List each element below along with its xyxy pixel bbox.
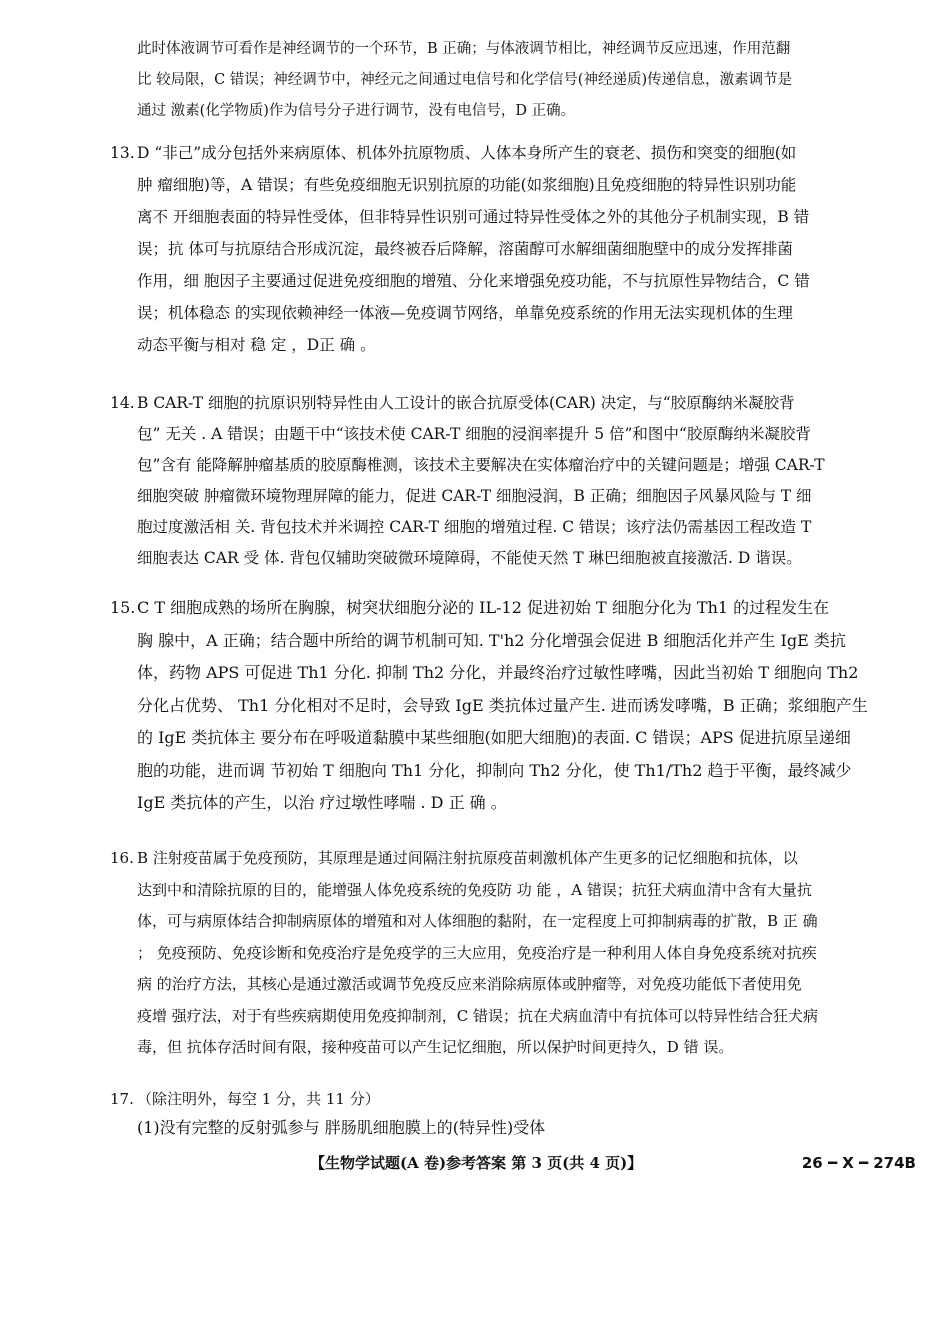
question-number: 13. [110, 144, 135, 162]
text-line: 肿 瘤细胞)等，A 错误；有些免疫细胞无识别抗原的功能(如浆细胞)且免疫细胞的特异性识别功能 [137, 176, 797, 194]
score-note: （除注明外，每空 1 分，共 11 分） [137, 1090, 380, 1108]
text-line: 比 较局限，C 错误；神经调节中，神经元之间通过电信号和化学信号(神经递质)传递信息，激素调节是 [137, 72, 793, 88]
continuation-paragraph [110, 34, 900, 127]
text-line: 细胞突破 肿瘤微环境物理屏障的能力，促进 CAR-T 细胞浸润，B 正确；细胞因子风暴风险与 T 细 [137, 487, 812, 505]
question-number: 14. [110, 394, 135, 412]
text-line: 离不 开细胞表面的特异性受体，但非特异性识别可通过特异性受体之外的其他分子机制实现，B 错 [137, 208, 810, 226]
answer-17 [110, 1086, 900, 1144]
text-line: 胞过度激活相 关. 背包技术并米调控 CAR-T 细胞的增殖过程. C 错误；该疗法仍需基因工程改造 T [137, 518, 812, 536]
text-line: ； 免疫预防、免疫诊断和免疫治疗是免疫学的三大应用，免疫治疗是一种利用人体自身免疫系统对抗疾 [137, 943, 817, 962]
text-line: 的 IgE 类抗体主 要分布在呼吸道黏膜中某些细胞(如肥大细胞)的表面. C 错误；APS 促进抗原呈递细 [137, 728, 851, 747]
sub-answer-1: (1)没有完整的反射弧参与 胖肠肌细胞膜上的(特异性)受体 [137, 1118, 546, 1137]
text-line: 分化占优势、 Th1 分化相对不足时，会导致 IgE 类抗体过量产生. 进而诱发哮嘴，B 正确；浆细胞产生 [137, 695, 868, 715]
answer-15 [110, 592, 900, 820]
question-number: 15. [110, 598, 136, 617]
text-line: B 注射疫苗属于免疫预防，其原理是通过间隔注射抗原疫苗刺激机体产生更多的记忆细胞和抗体，以 [137, 849, 798, 867]
text-line: 误；抗 体可与抗原结合形成沉淀，最终被吞后降解，溶菌醇可水解细菌细胞壁中的成分发挥排菌 [137, 240, 793, 258]
answer-13 [110, 137, 900, 361]
question-number: 16. [110, 849, 134, 867]
answer-14 [110, 388, 900, 574]
text-line: 误；机体稳态 的实现依赖神经一体液—免疫调节网络，单靠免疫系统的作用无法实现机体的生理 [137, 304, 793, 322]
text-line: 胞的功能，进而调 节初始 T 细胞向 Th1 分化，抑制向 Th2 分化，使 Th1/Th2 趋于平衡，最终减少 [137, 760, 852, 780]
answer-16 [110, 843, 900, 1064]
question-number: 17. [110, 1090, 134, 1108]
text-line: 包” 无关 . A 错误；由题干中“该技术使 CAR-T 细胞的浸润率提升 5 倍”和图中“胶原酶纳米凝胶背 [137, 425, 811, 443]
text-line: 包”含有 能降解肿瘤基质的胶原酶椎测，该技术主要解决在实体瘤治疗中的关键问题是；增强 CAR-T [137, 456, 825, 474]
text-line: 病 的治疗方法，其核心是通过激活或调节免疫反应来消除病原体或肿瘤等，对免疫功能低下者使用免 [137, 975, 802, 993]
text-line: 此时体液调节可看作是神经调节的一个环节，B 正确；与体液调节相比，神经调节反应迅速，作用范翻 [137, 41, 791, 57]
text-line: D “非己”成分包括外来病原体、机体外抗原物质、人体本身所产生的衰老、损伤和突变的细胞(如 [137, 144, 797, 162]
footer-page-info: 【生物学试题(A 卷)参考答案 第 3 页(共 4 页)】 [310, 1154, 643, 1172]
text-line: 毒，但 抗体存活时间有限，接种疫苗可以产生记忆细胞，所以保护时间更持久，D 错 误。 [137, 1038, 734, 1056]
text-line: 胸 腺中，A 正确；结合题中所给的调节机制可知. T'h2 分化增强会促进 B 细胞活化并产生 IgE 类抗 [137, 630, 846, 650]
text-line: 作用，细 胞因子主要通过促进免疫细胞的增殖、分化来增强免疫功能，不与抗原性异物结合，C 错 [137, 272, 810, 290]
text-line: IgE 类抗体的产生，以治 疗过墩性哮喘 . D 正 确 。 [137, 793, 507, 812]
text-line: 体，可与病原体结合抑制病原体的增殖和对人体细胞的黏附，在一定程度上可抑制病毒的扩散，B 正 确 [137, 912, 818, 930]
page-footer [0, 1148, 950, 1178]
text-line: B CAR-T 细胞的抗原识别特异性由人工设计的嵌合抗原受体(CAR) 决定，与“胶原酶纳米凝胶背 [137, 394, 795, 412]
text-line: 疫增 强疗法，对于有些疾病期使用免疫抑制剂，C 错误；抗在犬病血清中有抗体可以特异性结合狂犬病 [137, 1006, 819, 1025]
footer-exam-code: 26 ━ X ━ 274B [801, 1154, 916, 1172]
text-line: 体，药物 APS 可促进 Th1 分化. 抑制 Th2 分化，并最终治疗过敏性哮嘴，因此当初始 T 细胞向 Th2 [137, 663, 859, 682]
text-line: 通过 激素(化学物质)作为信号分子进行调节，没有电信号，D 正确。 [137, 103, 576, 119]
text-line: C T 细胞成熟的场所在胸腺，树突状细胞分泌的 IL-12 促进初始 T 细胞分化为 Th1 的过程发生在 [137, 598, 830, 617]
text-line: 达到中和清除抗原的目的，能增强人体免疫系统的免疫防 功 能 ，A 错误；抗狂犬病血清中含有大量抗 [137, 880, 812, 899]
text-line: 动态平衡与相对 稳 定 ，D正 确 。 [137, 336, 376, 354]
text-line: 细胞表达 CAR 受 体. 背包仅辅助突破微环境障碍，不能使天然 T 琳巴细胞被直接激活. D 谐误。 [137, 549, 802, 567]
